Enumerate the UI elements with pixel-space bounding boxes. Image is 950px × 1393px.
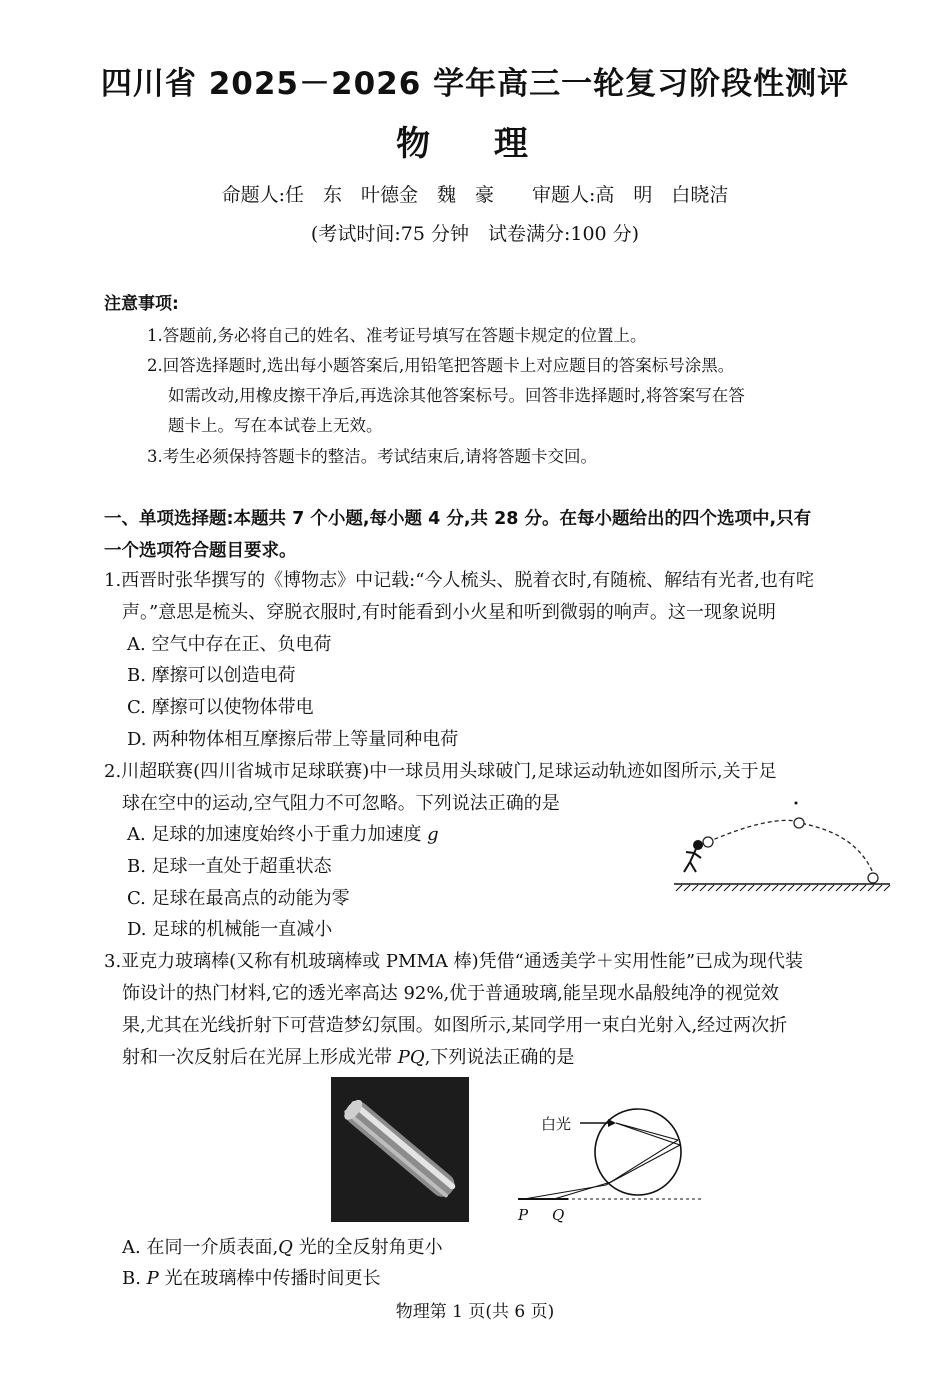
note-item: 2.回答选择题时,选出每小题答案后,用铅笔把答题卡上对应题目的答案标号涂黑。 xyxy=(147,356,735,375)
q1-option-b: B. 摩擦可以创造电荷 xyxy=(127,665,296,686)
player-icon xyxy=(684,841,702,872)
section-heading: 一、单项选择题:本题共 7 个小题,每小题 4 分,共 28 分。在每小题给出的四个选项中,只有 xyxy=(104,509,812,529)
ball-icon-top xyxy=(794,818,804,828)
note-item: 1.答题前,务必将自己的姓名、准考证号填写在答题卡规定的位置上。 xyxy=(147,326,647,345)
pq-symbol: PQ xyxy=(397,1047,425,1068)
q2-option-d: D. 足球的机械能一直减小 xyxy=(127,919,333,940)
question-3-text xyxy=(122,1043,574,1069)
q1-option-a: A. 空气中存在正、负电荷 xyxy=(127,634,332,655)
q3-line4-pre: 射和一次反射后在光屏上形成光带 xyxy=(122,1047,398,1068)
ground-hatching xyxy=(676,885,890,891)
section-heading: 一个选项符合题目要求。 xyxy=(104,541,297,561)
white-light-label: 白光 xyxy=(541,1115,572,1133)
exam-info: (考试时间:75 分钟 试卷满分:100 分) xyxy=(310,223,640,245)
q2-option-c: C. 足球在最高点的动能为零 xyxy=(127,888,350,909)
ball-icon-end xyxy=(868,873,878,883)
arrow-head xyxy=(608,1119,616,1127)
q1-option-d: D. 两种物体相互摩擦后带上等量同种电荷 xyxy=(127,729,459,750)
trajectory-dashed-curve xyxy=(708,820,875,878)
q2-option-b: B. 足球一直处于超重状态 xyxy=(127,856,332,877)
q3-option-b xyxy=(122,1264,381,1290)
question-3-text: 饰设计的热门材料,它的透光率高达 92%,优于普通玻璃,能呈现水晶般纯净的视觉效 xyxy=(122,983,779,1004)
p-label: P xyxy=(518,1206,529,1224)
gravity-symbol: g xyxy=(427,824,439,845)
football-trajectory-figure xyxy=(668,790,898,900)
q3-option-a-pre: A. 在同一介质表面, xyxy=(122,1237,279,1258)
q3-option-a-post: 光的全反射角更小 xyxy=(292,1237,443,1258)
question-3-text: 果,尤其在光线折射下可营造梦幻氛围。如图所示,某同学用一束白光射入,经过两次折 xyxy=(122,1015,788,1036)
q3-option-b-post: 光在玻璃棒中传播时间更长 xyxy=(158,1268,381,1289)
page-footer: 物理第 1 页(共 6 页) xyxy=(395,1302,555,1322)
question-1-text: 声。”意思是梳头、穿脱衣服时,有时能看到小火星和听到微弱的响声。这一现象说明 xyxy=(122,602,776,623)
p-symbol: P xyxy=(146,1268,159,1289)
dot-mark xyxy=(795,802,798,805)
q2-option-a xyxy=(127,820,439,846)
q2-option-a-text: A. 足球的加速度始终小于重力加速度 xyxy=(127,824,428,845)
question-2-text: 2.川超联赛(四川省城市足球联赛)中一球员用头球破门,足球运动轨迹如图所示,关于足 xyxy=(104,761,777,782)
q3-option-b-pre: B. xyxy=(122,1268,147,1289)
authors-line: 命题人:任 东 叶德金 魏 豪 审题人:高 明 白晓洁 xyxy=(221,184,729,206)
subject-title: 物 理 xyxy=(396,124,554,164)
note-item: 如需改动,用橡皮擦干净后,再选涂其他答案标号。回答非选择题时,将答案写在答 xyxy=(168,386,745,405)
exam-title: 四川省 2025－2026 学年高三一轮复习阶段性测评 xyxy=(100,66,850,102)
q-label: Q xyxy=(552,1206,565,1224)
q3-line4-post: ,下列说法正确的是 xyxy=(424,1047,575,1068)
question-3-text: 3.亚克力玻璃棒(又称有机玻璃棒或 PMMA 棒)凭借“通透美学＋实用性能”已成为现代装 xyxy=(104,951,804,972)
q-symbol: Q xyxy=(278,1237,293,1258)
notes-heading: 注意事项: xyxy=(104,294,179,314)
note-item: 题卡上。写在本试卷上无效。 xyxy=(168,416,383,435)
question-2-text: 球在空中的运动,空气阻力不可忽略。下列说法正确的是 xyxy=(122,793,560,814)
note-item: 3.考生必须保持答题卡的整洁。考试结束后,请将答题卡交回。 xyxy=(147,447,597,466)
acrylic-rod-photo xyxy=(331,1077,469,1222)
ball-icon-start xyxy=(703,837,713,847)
q3-option-a xyxy=(122,1233,443,1259)
question-1-text: 1.西晋时张华撰写的《博物志》中记载:“今人梳头、脱着衣时,有随梳、解结有光者,也有咤 xyxy=(104,570,814,591)
q1-option-c: C. 摩擦可以使物体带电 xyxy=(127,697,314,718)
light-refraction-figure xyxy=(508,1107,708,1227)
